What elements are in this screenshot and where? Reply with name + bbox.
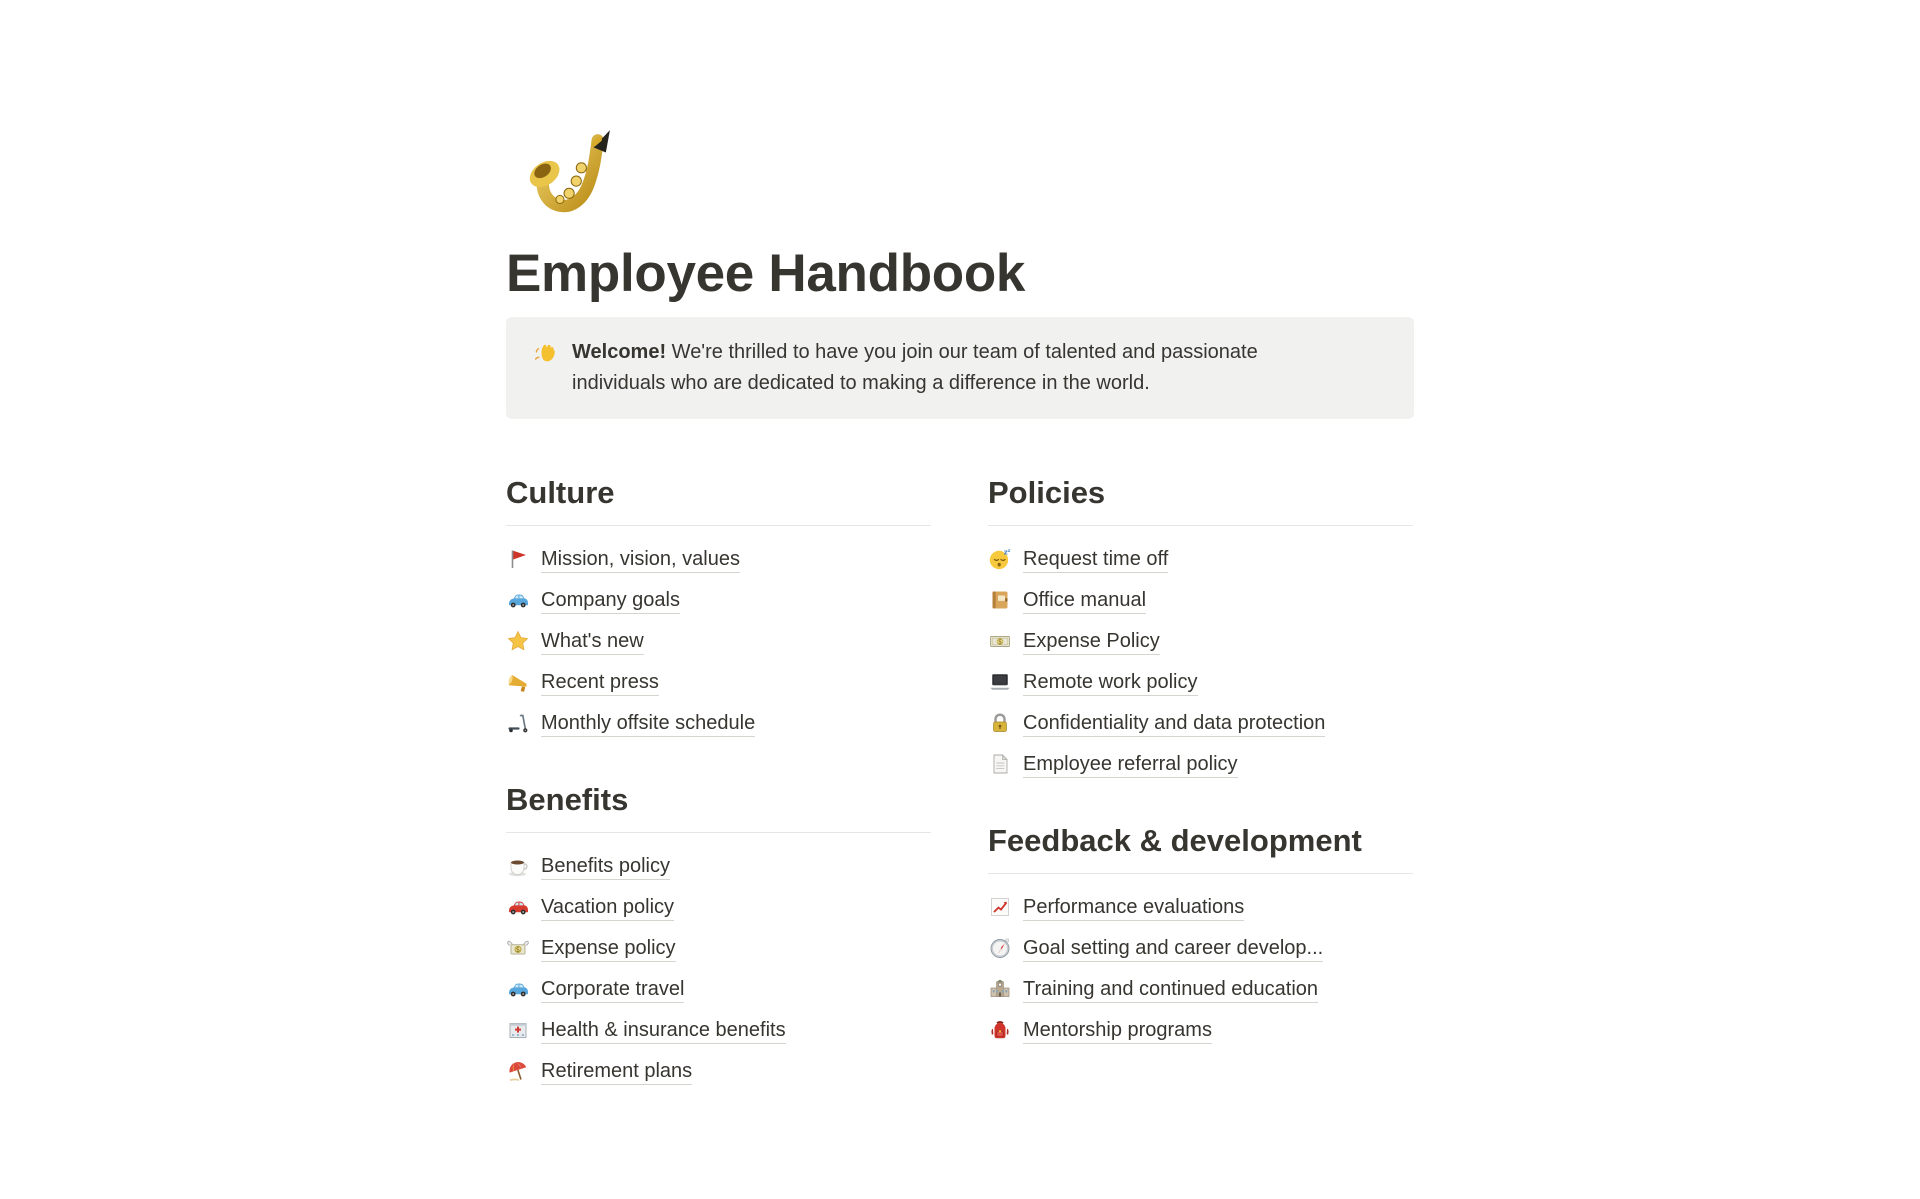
page-link-corporate-travel[interactable]	[506, 969, 931, 1010]
red-car-icon	[506, 895, 530, 919]
welcome-callout-bold: Welcome!	[572, 340, 667, 363]
page-link-label[interactable]: Goal setting and career develop...	[1023, 935, 1323, 962]
page-link-remote-work-policy[interactable]	[988, 662, 1413, 703]
banknote-icon	[988, 629, 1012, 653]
page-link-vacation-policy[interactable]	[506, 887, 931, 928]
page-link-label[interactable]: Vacation policy	[541, 894, 674, 921]
page-link-retirement-plans[interactable]	[506, 1051, 931, 1092]
page-icon[interactable]	[512, 126, 614, 228]
page-link-recent-press[interactable]	[506, 662, 931, 703]
blue-car-icon	[506, 977, 530, 1001]
page-link-label[interactable]: What's new	[541, 628, 644, 655]
section-feedback-development	[988, 821, 1413, 1051]
page-link-label[interactable]: Benefits policy	[541, 853, 670, 880]
welcome-callout-text	[572, 337, 1352, 399]
section-heading-benefits: Benefits	[506, 781, 629, 817]
chart-increasing-icon	[988, 895, 1012, 919]
page-title: Employee Handbook	[506, 244, 1026, 303]
welcome-callout-body: We're thrilled to have you join our team of talented and passionate individuals who are dedicated to making a difference in the world.	[572, 340, 1258, 394]
page-link-monthly-offsite-schedule[interactable]	[506, 703, 931, 744]
column-right	[988, 473, 1413, 1092]
page-link-label[interactable]: Performance evaluations	[1023, 894, 1244, 921]
lock-icon	[988, 711, 1012, 735]
page-link-label[interactable]: Monthly offsite schedule	[541, 710, 755, 737]
page-link-label[interactable]: Request time off	[1023, 546, 1168, 573]
backpack-icon	[988, 1018, 1012, 1042]
page-link-label[interactable]: Confidentiality and data protection	[1023, 710, 1325, 737]
compass-icon	[988, 936, 1012, 960]
kick-scooter-icon	[506, 711, 530, 735]
hospital-icon	[506, 1018, 530, 1042]
page-link-performance-evaluations[interactable]	[988, 887, 1413, 928]
section-divider	[506, 525, 931, 526]
page-link-benefits-policy[interactable]	[506, 846, 931, 887]
money-with-wings-icon	[506, 936, 530, 960]
page-link-label[interactable]: Retirement plans	[541, 1058, 692, 1085]
column-left	[506, 473, 931, 1092]
hot-beverage-icon	[506, 854, 530, 878]
page-link-employee-referral-policy[interactable]	[988, 744, 1413, 785]
page-icon	[988, 752, 1012, 776]
section-divider	[506, 832, 931, 833]
page-link-label[interactable]: Mission, vision, values	[541, 546, 740, 573]
section-policies	[988, 473, 1413, 785]
page-content	[506, 0, 1414, 1092]
page-link-office-manual[interactable]	[988, 580, 1413, 621]
page-link-label[interactable]: Expense Policy	[1023, 628, 1160, 655]
page-link-label[interactable]: Health & insurance benefits	[541, 1017, 786, 1044]
school-icon	[988, 977, 1012, 1001]
page-link-label[interactable]: Employee referral policy	[1023, 751, 1238, 778]
page-link-request-time-off[interactable]	[988, 539, 1413, 580]
page-link-expense-policy[interactable]	[506, 928, 931, 969]
section-heading-feedback-development: Feedback & development	[988, 822, 1362, 858]
page-link-training-and-continued-education[interactable]	[988, 969, 1413, 1010]
megaphone-icon	[506, 670, 530, 694]
svg-text:z: z	[1003, 548, 1008, 557]
page-link-goal-setting-and-career-develop[interactable]	[988, 928, 1413, 969]
page-link-mission-vision-values[interactable]	[506, 539, 931, 580]
section-divider	[988, 873, 1413, 874]
svg-text:$: $	[998, 639, 1002, 647]
notebook-icon	[988, 588, 1012, 612]
page-link-label[interactable]: Corporate travel	[541, 976, 684, 1003]
saxophone-icon	[512, 126, 614, 228]
page-link-health-insurance-benefits[interactable]	[506, 1010, 931, 1051]
triangular-flag-icon	[506, 547, 530, 571]
svg-text:z: z	[1007, 549, 1011, 555]
page-link-label[interactable]: Recent press	[541, 669, 659, 696]
section-benefits	[506, 780, 931, 1092]
section-culture	[506, 473, 931, 744]
page-link-expense-policy[interactable]	[988, 621, 1413, 662]
star-icon	[506, 629, 530, 653]
page-link-label[interactable]: Mentorship programs	[1023, 1017, 1212, 1044]
page-link-label[interactable]: Expense policy	[541, 935, 676, 962]
beach-umbrella-icon	[506, 1059, 530, 1083]
page-link-company-goals[interactable]	[506, 580, 931, 621]
blue-car-icon	[506, 588, 530, 612]
link-list	[988, 887, 1413, 1051]
sleeping-face-icon	[988, 547, 1012, 571]
page-link-label[interactable]: Training and continued education	[1023, 976, 1318, 1003]
link-list	[506, 539, 931, 744]
welcome-callout	[506, 317, 1414, 419]
columns	[506, 473, 1414, 1092]
page-link-what-s-new[interactable]	[506, 621, 931, 662]
section-heading-culture: Culture	[506, 474, 615, 510]
page-link-label[interactable]: Office manual	[1023, 587, 1146, 614]
link-list	[988, 539, 1413, 785]
waving-hand-icon	[534, 340, 560, 366]
page-link-label[interactable]: Remote work policy	[1023, 669, 1198, 696]
section-heading-policies: Policies	[988, 474, 1106, 510]
laptop-icon	[988, 670, 1012, 694]
page-link-mentorship-programs[interactable]	[988, 1010, 1413, 1051]
svg-text:$: $	[515, 946, 521, 955]
section-divider	[988, 525, 1413, 526]
link-list	[506, 846, 931, 1092]
page-link-confidentiality-and-data-protection[interactable]	[988, 703, 1413, 744]
page-link-label[interactable]: Company goals	[541, 587, 680, 614]
